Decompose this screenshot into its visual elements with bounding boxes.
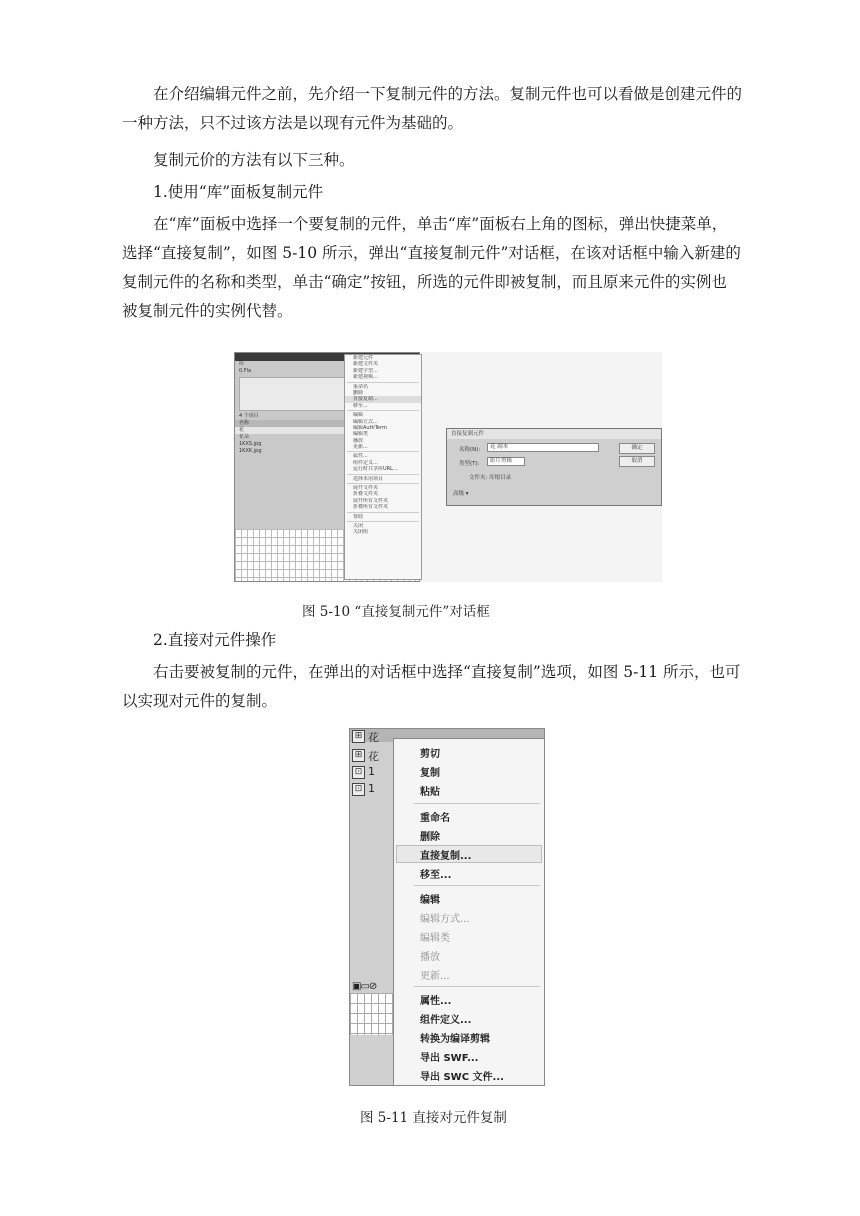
library-item[interactable]: 1KXK.jpg xyxy=(239,448,262,454)
library-options-menu xyxy=(344,354,422,580)
menu-item-properties[interactable]: 属性... xyxy=(420,996,452,1007)
menu-item[interactable]: 属性... xyxy=(353,453,368,460)
library-item-count: 4 个项目 xyxy=(239,413,259,419)
menu-item-convert-compiled-clip[interactable]: 转换为编译剪辑 xyxy=(420,1034,490,1045)
menu-item-play[interactable]: 播放 xyxy=(420,952,440,963)
bitmap-icon: ⊡ xyxy=(352,783,365,796)
menu-item[interactable]: 展开所有文件夹 xyxy=(353,497,389,504)
type-select[interactable]: 影片剪辑 xyxy=(487,457,525,466)
menu-separator xyxy=(347,512,419,513)
library-item[interactable]: ⊡ 1 xyxy=(352,782,392,798)
menu-item[interactable]: 折叠所有文件夹 xyxy=(353,504,389,511)
paragraph-method-2: 右击要被复制的元件，在弹出的对话框中选择“直接复制”选项，如图 5-11 所示，也可以实现对元件的复制。 xyxy=(122,663,741,710)
library-item[interactable]: 花朵 xyxy=(239,434,250,440)
menu-item-cut[interactable]: 剪切 xyxy=(420,749,440,760)
heading-method-1: 1.使用“库”面板复制元件 xyxy=(153,183,324,201)
menu-item[interactable]: 关闭 xyxy=(353,522,364,529)
library-item[interactable]: ⊞ 花 xyxy=(352,748,392,764)
paragraph-method-1: 在“库”面板中选择一个要复制的元件，单击“库”面板右上角的图标，弹出快捷菜单，选择“直接复制”，如图 5-10 所示，弹出“直接复制元件”对话框，在该对话框中输入新建的复制元件的名称和类型，单击“确定”按钮，所选的元件即被复制，而且原来元件的实例也被复制元件的实例代替。 xyxy=(122,215,741,320)
menu-item[interactable]: 编辑方式... xyxy=(353,418,378,425)
movieclip-icon: ⊞ xyxy=(352,730,365,743)
menu-item[interactable]: 新建文件夹 xyxy=(353,361,379,368)
context-menu xyxy=(393,738,545,1086)
menu-separator xyxy=(414,986,540,987)
menu-item[interactable]: 重命名 xyxy=(353,383,369,390)
menu-item[interactable]: 选择未用项目 xyxy=(353,475,384,482)
menu-item[interactable]: 折叠文件夹 xyxy=(353,491,379,498)
paragraph-intro: 在介绍编辑元件之前，先介绍一下复制元件的方法。复制元件也可以看做是创建元件的一种方法，只不过该方法是以现有元件为基础的。 xyxy=(122,85,743,132)
figure-5-11-caption: 图 5-11 直接对元件复制 xyxy=(360,1110,507,1126)
menu-item-paste[interactable]: 粘贴 xyxy=(420,787,440,798)
menu-item[interactable]: 新建视频... xyxy=(353,374,378,381)
menu-item-duplicate[interactable]: 直接复制... xyxy=(420,851,472,862)
menu-item-update[interactable]: 更新... xyxy=(420,971,450,982)
library-item[interactable]: 1KXS.jpg xyxy=(239,441,262,447)
advanced-toggle[interactable]: 高级 ▾ xyxy=(453,491,469,497)
heading-method-2: 2.直接对元件操作 xyxy=(153,631,277,649)
library-column-name[interactable]: 名称 xyxy=(235,420,419,427)
menu-item[interactable]: 编辑类 xyxy=(353,431,369,438)
menu-item-edit[interactable]: 编辑 xyxy=(420,895,440,906)
menu-separator xyxy=(347,451,419,452)
library-document-select[interactable]: 0.Fla xyxy=(239,368,252,374)
menu-item-export-swc[interactable]: 导出 SWC 文件... xyxy=(420,1072,504,1083)
menu-item-component-definition[interactable]: 组件定义... xyxy=(420,1015,472,1026)
menu-item[interactable]: 展开文件夹 xyxy=(353,485,379,492)
menu-item[interactable]: 编辑AuthTerm xyxy=(353,424,387,431)
menu-separator xyxy=(414,885,540,886)
menu-item-duplicate[interactable]: 直接复制... xyxy=(345,396,421,402)
menu-item-delete[interactable]: 删除 xyxy=(420,832,440,843)
figure-5-10 xyxy=(234,352,662,582)
menu-item-export-swf[interactable]: 导出 SWF... xyxy=(420,1053,479,1064)
menu-item[interactable]: 更新... xyxy=(353,444,368,451)
menu-separator xyxy=(347,474,419,475)
library-tab[interactable]: 库 xyxy=(239,361,245,367)
library-item[interactable]: ⊡ 1 xyxy=(352,765,392,781)
ok-button[interactable]: 确定 xyxy=(619,443,655,454)
type-label: 类型(T): xyxy=(459,461,480,467)
figure-5-11 xyxy=(349,728,545,1086)
menu-item[interactable]: 新建元件 xyxy=(353,355,374,361)
figure-5-10-caption: 图 5-10 “直接复制元件”对话框 xyxy=(302,604,490,620)
menu-item[interactable]: 播放 xyxy=(353,437,364,444)
bitmap-icon: ⊡ xyxy=(352,766,365,779)
menu-separator xyxy=(347,410,419,411)
menu-item[interactable]: 移至... xyxy=(353,402,368,409)
paragraph-methods: 复制元价的方法有以下三种。 xyxy=(153,151,355,169)
dialog-title: 直接复制元件 xyxy=(447,429,661,439)
duplicate-symbol-dialog xyxy=(446,428,662,506)
menu-item-rename[interactable]: 重命名 xyxy=(420,813,450,824)
menu-item[interactable]: 编辑 xyxy=(353,412,364,419)
name-label: 名称(N): xyxy=(459,447,481,453)
menu-item[interactable]: 关闭组 xyxy=(353,529,369,536)
menu-item[interactable]: 新建字型... xyxy=(353,367,378,374)
menu-separator xyxy=(414,803,540,804)
menu-item[interactable]: 删除 xyxy=(353,389,364,396)
menu-item-edit-class[interactable]: 编辑类 xyxy=(420,933,450,944)
library-item[interactable]: 花 xyxy=(235,427,419,434)
name-input[interactable]: 花 副本 xyxy=(487,443,599,452)
cancel-button[interactable]: 取消 xyxy=(619,456,655,467)
menu-item-edit-with[interactable]: 编辑方式... xyxy=(420,914,470,925)
menu-item-copy[interactable]: 复制 xyxy=(420,768,440,779)
timeline-grid xyxy=(350,993,394,1035)
menu-separator xyxy=(347,483,419,484)
menu-item-move-to[interactable]: 移至... xyxy=(420,870,452,881)
menu-item[interactable]: 运行时共享库URL... xyxy=(353,466,398,473)
library-toolbar-icons[interactable]: ▣▭⊘ xyxy=(352,981,377,992)
menu-separator xyxy=(347,382,419,383)
menu-item[interactable]: 组件定义... xyxy=(353,459,378,466)
menu-separator xyxy=(347,521,419,522)
menu-item[interactable]: 帮助 xyxy=(353,513,364,520)
movieclip-icon: ⊞ xyxy=(352,749,365,762)
folder-label[interactable]: 文件夹: 库根目录 xyxy=(469,475,512,481)
library-item[interactable]: ⊞ 花 xyxy=(352,729,392,745)
